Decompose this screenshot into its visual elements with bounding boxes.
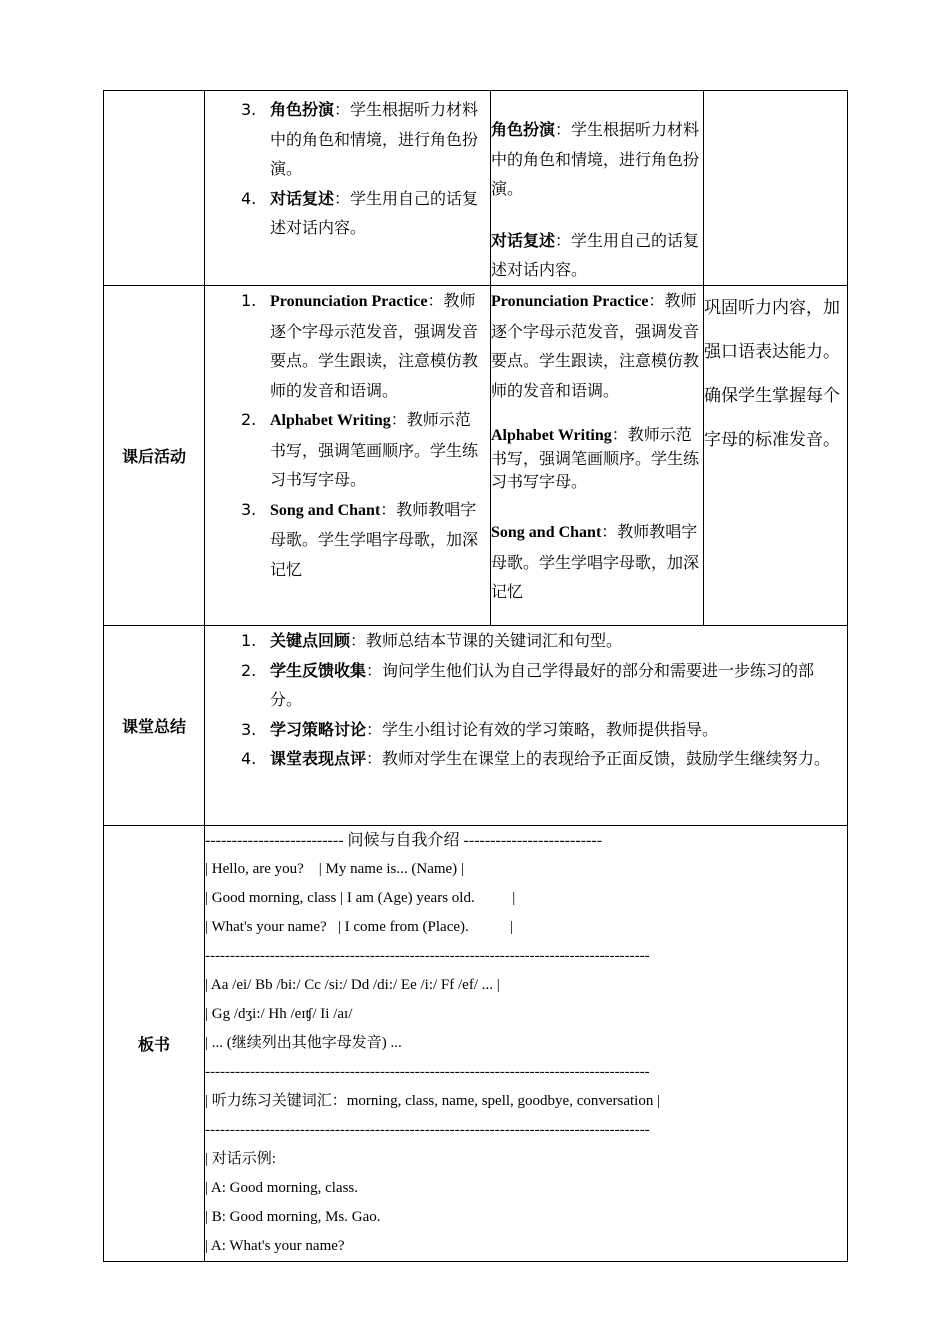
- step-number: 3.: [241, 100, 257, 119]
- step-text: ：教师逐个字母示范发音，强调发音要点。学生跟读，注意模仿教师的发音和语调。: [270, 291, 479, 400]
- step-text: ：教师示范书写，强调笔画顺序。学生练习书写字母。: [270, 410, 479, 489]
- board-line: | Hello, are you? | My name is... (Name) |: [205, 861, 464, 877]
- row-label-cell: [104, 91, 205, 286]
- board-line: | 听力练习关键词汇：morning, class, name, spell, goodbye, conversation |: [205, 1093, 661, 1109]
- step-text: ：学生根据听力材料中的角色和情境，进行角色扮演。: [270, 100, 479, 178]
- board-line: | Good morning, class | I am (Age) years old. |: [205, 890, 516, 906]
- row-label: 板书: [104, 826, 205, 1262]
- activity-detail-cell: [491, 286, 704, 626]
- list-item: 1. 关键点回顾：教师总结本节课的关键词汇和句型。: [241, 631, 623, 650]
- list-item: 2. Alphabet Writing：教师示范书写，强调笔画顺序。学生练习书写字母。: [241, 410, 479, 489]
- board-line: -----------------------------------------------------------------------------------------: [205, 948, 650, 964]
- board-line: -------------------------- 问候与自我介绍 --------------------------: [205, 832, 603, 849]
- table-row: [104, 286, 848, 626]
- board-line: | Aa /ei/ Bb /bi:/ Cc /si:/ Dd /di:/ Ee /i:/ Ff /ef/ ... |: [205, 977, 500, 993]
- board-line: | 对话示例:: [205, 1151, 276, 1167]
- blackboard-cell: [205, 826, 848, 1262]
- board-line: -----------------------------------------------------------------------------------------: [205, 1122, 650, 1138]
- detail-paragraph: Pronunciation Practice：教师逐个字母示范发音，强调发音要点。学生跟读，注意模仿教师的发音和语调。: [491, 291, 700, 400]
- step-title: 对话复述: [270, 188, 335, 208]
- list-item: 1. Pronunciation Practice：教师逐个字母示范发音，强调发音要点。学生跟读，注意模仿教师的发音和语调。: [241, 291, 479, 400]
- board-line: | A: Good morning, class.: [205, 1180, 358, 1196]
- board-line: | ... (继续列出其他字母发音) ...: [205, 1035, 402, 1051]
- summary-cell: [205, 626, 848, 826]
- step-text: ：教师教唱字母歌。学生学唱字母歌，加深记忆: [270, 499, 479, 579]
- row-label: 课后活动: [104, 286, 205, 626]
- detail-paragraph: Song and Chant：教师教唱字母歌。学生学唱字母歌，加深记忆: [491, 522, 700, 601]
- purpose-cell: [704, 91, 848, 286]
- table-row: [104, 91, 848, 286]
- board-line: -----------------------------------------------------------------------------------------: [205, 1064, 650, 1080]
- detail-paragraph: 对话复述：学生用自己的话复述对话内容。: [491, 230, 700, 279]
- steps-cell: [205, 91, 491, 286]
- list-item: [205, 95, 482, 184]
- board-line: | B: Good morning, Ms. Gao.: [205, 1209, 381, 1225]
- step-number: 4.: [241, 188, 257, 208]
- step-title: Alphabet Writing: [270, 412, 391, 429]
- list-item: 4. 课堂表现点评：教师对学生在课堂上的表现给予正面反馈，鼓励学生继续努力。: [241, 749, 831, 768]
- step-text: ：学生用自己的话复述对话内容。: [270, 188, 479, 237]
- board-line: | What's your name? | I come from (Place). |: [205, 919, 514, 935]
- row-label: 课堂总结: [104, 626, 205, 826]
- purpose-cell: 巩固听力内容，加强口语表达能力。确保学生掌握每个字母的标准发音。: [704, 286, 848, 626]
- list-item: 3. 学习策略讨论：学生小组讨论有效的学习策略，教师提供指导。: [241, 719, 719, 739]
- step-title: 角色扮演: [270, 100, 335, 119]
- list-item: [205, 184, 482, 243]
- board-line: | A: What's your name?: [205, 1238, 345, 1254]
- step-title: Song and Chant: [270, 501, 381, 519]
- step-title: Pronunciation Practice: [270, 293, 428, 310]
- list-item: 3. Song and Chant：教师教唱字母歌。学生学唱字母歌，加深记忆: [241, 499, 479, 579]
- list-item: 2. 学生反馈收集：询问学生他们认为自己学得最好的部分和需要进一步练习的部分。: [241, 660, 815, 709]
- steps-cell: [205, 286, 491, 626]
- activity-detail-cell: [491, 91, 704, 286]
- table-row: [104, 626, 848, 826]
- detail-paragraph: Alphabet Writing：教师示范书写，强调笔画顺序。学生练习书写字母。: [491, 425, 700, 491]
- lesson-plan-table: [103, 90, 848, 1262]
- detail-paragraph: 角色扮演：学生根据听力材料中的角色和情境，进行角色扮演。: [491, 120, 700, 198]
- board-line: | Gg /dʒi:/ Hh /eɪʧ/ Ii /aɪ/: [205, 1006, 353, 1022]
- table-row: [104, 826, 848, 1262]
